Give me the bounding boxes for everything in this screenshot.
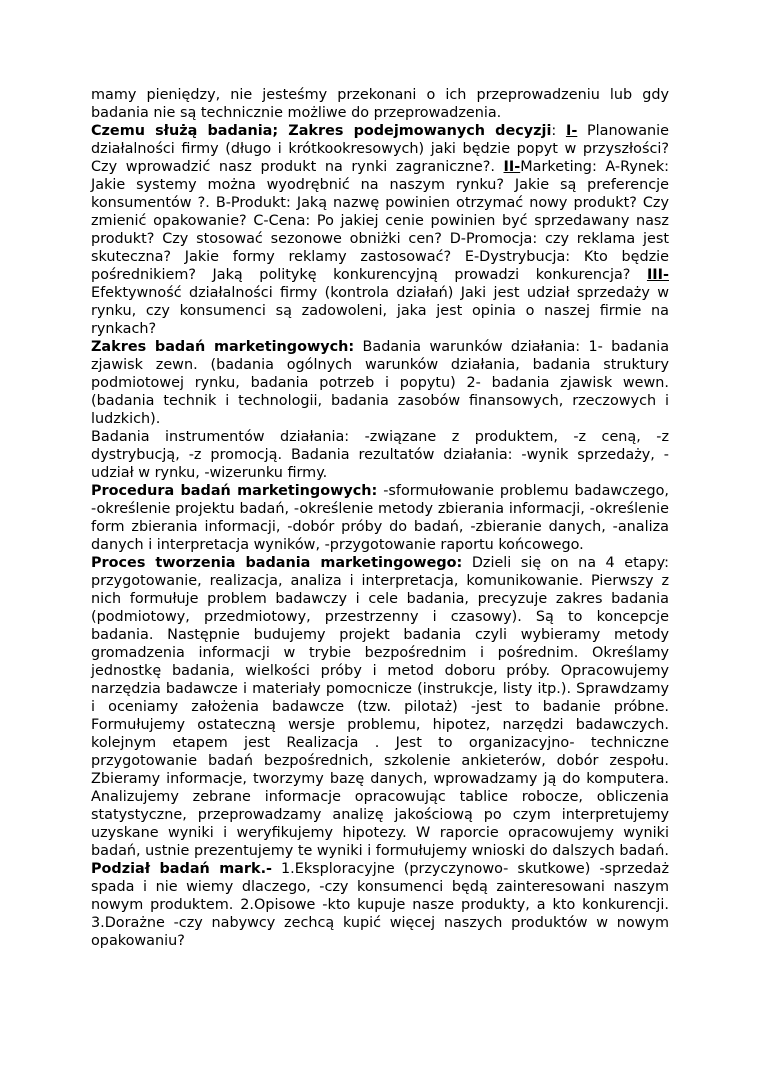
document-page: [91, 86, 669, 950]
marker-iii: III-: [646, 267, 669, 283]
instruments-text: Badania instrumentów działania: -związane z produktem, -z ceną, -z dystrybucją, -z promocją. Badania rezultatów działania: -wynik sprzedaży, -udział w rynku, -wizerunku firmy.: [91, 429, 669, 481]
purpose-text-1: Planowanie działalności firmy (długo i krótkookresowych) jaki będzie popyt w przyszłości? Czy wprowadzić nasz produkt na rynki zagraniczne?.: [91, 123, 669, 175]
intro-text: mamy pieniędzy, nie jesteśmy przekonani o ich przeprowadzeniu lub gdy badania nie są technicznie możliwe do przeprowadzenia.: [91, 87, 669, 121]
paragraph-process: [91, 554, 669, 860]
paragraph-intro: [91, 86, 669, 122]
paragraph-procedure: [91, 482, 669, 554]
section-heading-division: Podział badań mark.-: [91, 861, 273, 877]
division-text: 1.Eksploracyjne (przyczynowo- skutkowe) -sprzedaż spada i nie wiemy dlaczego, -czy konsumenci będą zainteresowani naszym nowym produktem. 2.Opisowe -kto kupuje nasze produkty, a kto konkurencji. 3.Dorażne -czy nabywcy zechcą kupić więcej naszych produktów w nowym opakowaniu?: [91, 861, 670, 949]
section-heading-scope: Zakres badań marketingowych:: [91, 339, 355, 355]
colon: :: [551, 123, 566, 139]
paragraph-instruments: [91, 428, 669, 482]
section-heading-process: Proces tworzenia badania marketingowego:: [91, 555, 463, 571]
section-heading-procedure: Procedura badań marketingowych:: [91, 483, 378, 499]
scope-text: Badania warunków działania: 1- badania zjawisk zewn. (badania ogólnych warunków działania, badania struktury podmiotowej rynku, badania potrzeb i popytu) 2- badania zjawisk wewn. (badania technik i technologii, badania zasobów finansowych, rzeczowych i ludzkich).: [91, 339, 670, 427]
paragraph-purpose: [91, 122, 669, 338]
section-heading-purpose: Czemu służą badania; Zakres podejmowanych decyzji: [91, 123, 552, 139]
marker-i: I-: [565, 123, 578, 139]
marker-ii: II-: [503, 159, 521, 175]
paragraph-scope: [91, 338, 669, 428]
process-text: Dzieli się on na 4 etapy: przygotowanie, realizacja, analiza i interpretacja, komunikowanie. Pierwszy z nich formułuje problem badawczy i cele badania, precyzuje zakres badania (podmiotowy, przedmiotowy, przestrzenny i czasowy). Są to koncepcje badania. Następnie budujemy projekt badania czyli wybieramy metody gromadzenia informacji w trybie bezpośrednim i pośrednim. Określamy jednostkę badania, wielkości próby i metod doboru próby. Opracowujemy narzędzia badawcze i materiały pomocnicze (instrukcje, listy itp.). Sprawdzamy i oceniamy założenia badawcze (tzw. pilotaż) -jest to badanie próbne. Formułujemy ostateczną wersje problemu, hipotez, narzędzi badawczych. kolejnym etapem jest Realizacja . Jest to organizacyjno- techniczne przygotowanie badań bezpośrednich, szkolenie ankieterów, dobór zespołu. Zbieramy informacje, tworzymy bazę danych, wprowadzamy ją do komputera. Analizujemy zebrane informacje opracowując tablice robocze, obliczenia statystyczne, przeprowadzamy analizę jakościową po czym interpretujemy uzyskane wyniki i weryfikujemy hipotezy. W raporcie opracowujemy wyniki badań, ustnie prezentujemy te wyniki i formułujemy wnioski do dalszych badań.: [91, 555, 669, 859]
paragraph-division: [91, 860, 669, 950]
purpose-text-2: Marketing: A-Rynek: Jakie systemy można wyodrębnić na naszym rynku? Jakie są preferencje konsumentów ?. B-Produkt: Jaką nazwę powinien otrzymać nowy produkt? Czy zmienić opakowanie? C-Cena: Po jakiej cenie powinien być sprzedawany nasz produkt? Czy stosować sezonowe obniżki cen? D-Promocja: czy reklama jest skuteczna? Jakie formy reklamy zastosować? E-Dystrybucja: Kto będzie pośrednikiem? Jaką politykę konkurencyjną prowadzi konkurencja?: [91, 159, 670, 283]
procedure-text: -sformułowanie problemu badawczego, -określenie projektu badań, -określenie metody zbierania informacji, -określenie form zbierania informacji, -dobór próby do badań, -zbieranie danych, -analiza danych i interpretacja wyników, -przygotowanie raportu końcowego.: [91, 483, 669, 553]
purpose-text-3: Efektywność działalności firmy (kontrola działań) Jaki jest udział sprzedaży w rynku, czy konsumenci są zadowoleni, jaka jest opinia o naszej firmie na rynkach?: [91, 285, 669, 337]
